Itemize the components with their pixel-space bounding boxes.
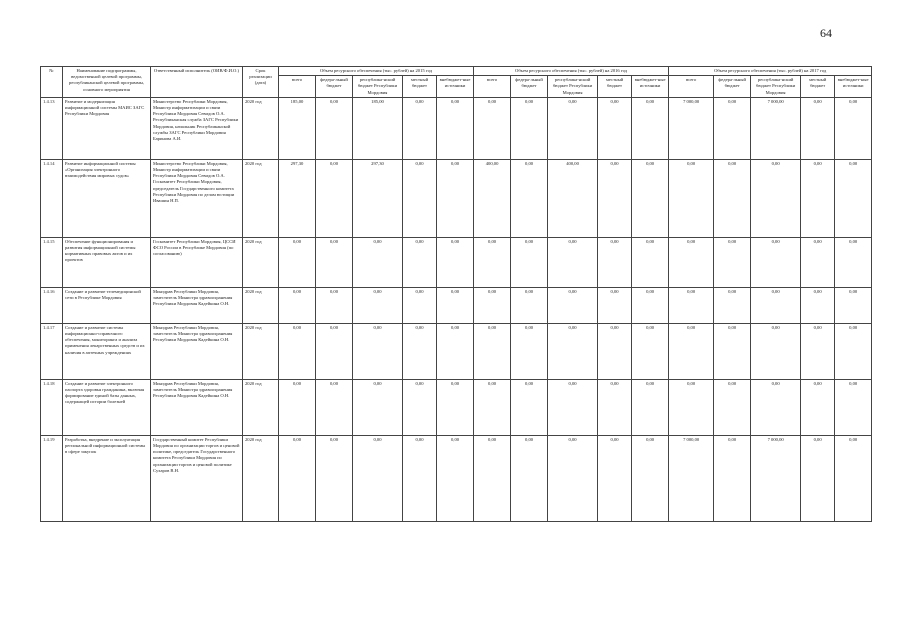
row-value: 0,00 — [669, 159, 714, 237]
row-executor: Госкомитет Республики Мордовия, ЦССИ ФСО России в Республике Мордовия (по согласованию) — [151, 237, 243, 287]
row-value: 0,00 — [801, 237, 835, 287]
header-term: Срок реализации (дата) — [243, 67, 279, 98]
row-value: 0,00 — [835, 323, 872, 379]
row-value: 0,00 — [316, 97, 353, 159]
row-executor: Государственный комитет Республики Мордовия по организации торгов и ценовой политике, председатель Государственного комитета Республики Мордовия по организации торгов и ценовой политике Сухаров В.Н. — [151, 435, 243, 521]
row-value: 0,00 — [474, 237, 511, 287]
row-value: 297,30 — [279, 159, 316, 237]
row-value: 0,00 — [511, 323, 548, 379]
row-executor: Министерство Республики Мордовия, Министр информатизации и связи Республики Мордовия Севидов О.А. Госкомитет Республики Мордовия, председатель Государственного комитета Республики Мордовия по делам юстиции Ивашин Н.П. — [151, 159, 243, 237]
row-value: 0,00 — [801, 323, 835, 379]
row-value: 0,00 — [835, 237, 872, 287]
subheader: внебюджет-ные источники — [632, 76, 669, 98]
row-value: 0,00 — [316, 287, 353, 323]
row-value: 0,00 — [437, 435, 474, 521]
row-value: 0,00 — [511, 159, 548, 237]
row-value: 0,00 — [835, 435, 872, 521]
row-value: 0,00 — [548, 435, 598, 521]
row-value: 0,00 — [548, 287, 598, 323]
row-value: 0,00 — [801, 159, 835, 237]
subheader: местный бюджет — [403, 76, 437, 98]
row-value: 7 000,00 — [669, 435, 714, 521]
table-row — [41, 323, 872, 379]
subheader: внебюджет-ные источники — [835, 76, 872, 98]
row-value: 7 000,00 — [669, 97, 714, 159]
row-value: 0,00 — [403, 237, 437, 287]
row-executor: Минздрав Республики Мордовия, заместитель Министра здравоохранения Республики Мордовия Кадейкина О.Н. — [151, 379, 243, 435]
row-value: 0,00 — [511, 435, 548, 521]
row-value: 0,00 — [801, 97, 835, 159]
subheader: всего — [669, 76, 714, 98]
row-value: 0,00 — [437, 159, 474, 237]
row-value: 0,00 — [669, 323, 714, 379]
row-value: 0,00 — [437, 287, 474, 323]
header-num: № — [41, 67, 63, 98]
row-executor: Министерство Республики Мордовия, Министр информатизации и связи Республики Мордовия Севидов О.А. Республиканская служба ЗАГС Республики Мордовия, начальник Республиканской службы ЗАГС Республики Мордовия Баринова А.И. — [151, 97, 243, 159]
row-num: 1.4.15 — [41, 237, 63, 287]
row-name: Создание и развитие электронного паспорта здоровья гражданина, включая формирование единой базы данных, содержащей истории болезней — [63, 379, 151, 435]
row-value: 0,00 — [437, 323, 474, 379]
subheader: местный бюджет — [598, 76, 632, 98]
row-value: 400,00 — [474, 159, 511, 237]
table-row — [41, 237, 872, 287]
subheader: всего — [279, 76, 316, 98]
subheader: республика-нский бюджет Республики Мордовия — [353, 76, 403, 98]
row-value: 0,00 — [714, 97, 751, 159]
row-value: 0,00 — [632, 159, 669, 237]
row-num: 1.4.17 — [41, 323, 63, 379]
row-executor: Минздрав Республики Мордовия, заместитель Министра здравоохранения Республики Мордовия Кадейкина О.Н. — [151, 323, 243, 379]
row-value: 0,00 — [353, 237, 403, 287]
row-value: 0,00 — [632, 287, 669, 323]
row-value: 0,00 — [751, 379, 801, 435]
row-num: 1.4.16 — [41, 287, 63, 323]
row-value: 0,00 — [353, 379, 403, 435]
row-value: 0,00 — [474, 435, 511, 521]
row-name: Разработка, внедрение и эксплуатация региональной информационной системы в сфере закупок — [63, 435, 151, 521]
row-value: 0,00 — [669, 287, 714, 323]
row-value: 0,00 — [403, 379, 437, 435]
row-value: 7 000,00 — [751, 435, 801, 521]
row-name: Развитие информационной системы «Организация электронного взаимодействия мировых судов» — [63, 159, 151, 237]
row-value: 0,00 — [751, 237, 801, 287]
row-value: 0,00 — [548, 379, 598, 435]
row-value: 0,00 — [316, 435, 353, 521]
row-value: 0,00 — [751, 323, 801, 379]
row-term: 2020 год — [243, 435, 279, 521]
row-value: 0,00 — [279, 379, 316, 435]
row-value: 0,00 — [548, 323, 598, 379]
row-value: 0,00 — [801, 435, 835, 521]
subheader: местный бюджет — [801, 76, 835, 98]
row-term: 2020 год — [243, 287, 279, 323]
subheader: федера-льный бюджет — [511, 76, 548, 98]
row-value: 0,00 — [403, 159, 437, 237]
row-value: 0,00 — [714, 287, 751, 323]
row-value: 0,00 — [279, 287, 316, 323]
subheader: республика-нский бюджет Республики Мордовия — [751, 76, 801, 98]
row-value: 0,00 — [835, 287, 872, 323]
row-value: 0,00 — [316, 323, 353, 379]
row-value: 0,00 — [316, 159, 353, 237]
row-value: 0,00 — [403, 435, 437, 521]
header-2015: Объем ресурсного обеспечения (тыс. рублей) на 2015 год — [279, 67, 474, 76]
subheader: федера-льный бюджет — [316, 76, 353, 98]
row-value: 0,00 — [714, 159, 751, 237]
row-value: 0,00 — [511, 97, 548, 159]
row-value: 0,00 — [835, 379, 872, 435]
header-name: Наименование подпрограммы, ведомственной целевой программы, республиканской целевой программы, основного мероприятия — [63, 67, 151, 98]
row-value: 0,00 — [598, 97, 632, 159]
header-exec: Ответственный исполнитель (ОИВ/Ф.И.О.) — [151, 67, 243, 98]
header-2016: Объем ресурсного обеспечения (тыс. рублей) на 2016 год — [474, 67, 669, 76]
table-row — [41, 97, 872, 159]
row-value: 0,00 — [279, 435, 316, 521]
row-value: 0,00 — [316, 237, 353, 287]
row-value: 0,00 — [598, 287, 632, 323]
row-executor: Минздрав Республики Мордовия, заместитель Министра здравоохранения Республики Мордовия Кадейкина О.Н. — [151, 287, 243, 323]
resource-table — [40, 66, 872, 522]
row-term: 2020 год — [243, 237, 279, 287]
row-value: 0,00 — [598, 379, 632, 435]
row-value: 0,00 — [548, 97, 598, 159]
row-value: 0,00 — [403, 323, 437, 379]
row-num: 1.4.18 — [41, 379, 63, 435]
row-value: 0,00 — [669, 379, 714, 435]
row-num: 1.4.13 — [41, 97, 63, 159]
row-value: 0,00 — [316, 379, 353, 435]
row-value: 0,00 — [598, 435, 632, 521]
row-value: 0,00 — [751, 159, 801, 237]
row-value: 0,00 — [403, 287, 437, 323]
row-value: 0,00 — [437, 379, 474, 435]
row-value: 0,00 — [751, 287, 801, 323]
row-value: 0,00 — [279, 237, 316, 287]
row-value: 0,00 — [632, 237, 669, 287]
row-value: 185,00 — [353, 97, 403, 159]
row-name: Обеспечение функционирования и развития информационной системы нормативных правовых актов и их проектов — [63, 237, 151, 287]
row-value: 185,00 — [279, 97, 316, 159]
row-value: 0,00 — [474, 97, 511, 159]
table-row — [41, 435, 872, 521]
subheader: всего — [474, 76, 511, 98]
row-value: 0,00 — [511, 379, 548, 435]
row-value: 0,00 — [835, 159, 872, 237]
row-value: 0,00 — [714, 435, 751, 521]
row-value: 0,00 — [632, 323, 669, 379]
table-row — [41, 287, 872, 323]
row-value: 0,00 — [598, 237, 632, 287]
row-value: 0,00 — [598, 159, 632, 237]
row-value: 0,00 — [548, 237, 598, 287]
row-num: 1.4.14 — [41, 159, 63, 237]
row-name: Развитие и модернизация информационной системы МАИС ЗАГС Республики Мордовия — [63, 97, 151, 159]
row-name: Создание и развитие телемедицинской сети в Республике Мордовия — [63, 287, 151, 323]
table-row — [41, 379, 872, 435]
row-value: 400,00 — [548, 159, 598, 237]
row-value: 0,00 — [632, 97, 669, 159]
row-term: 2020 год — [243, 159, 279, 237]
row-term: 2020 год — [243, 323, 279, 379]
row-value: 0,00 — [714, 379, 751, 435]
subheader: федера-льный бюджет — [714, 76, 751, 98]
row-value: 0,00 — [353, 287, 403, 323]
row-value: 0,00 — [403, 97, 437, 159]
row-value: 0,00 — [835, 97, 872, 159]
row-value: 0,00 — [474, 323, 511, 379]
row-value: 0,00 — [437, 237, 474, 287]
row-term: 2020 год — [243, 97, 279, 159]
row-value: 0,00 — [474, 287, 511, 323]
row-value: 0,00 — [353, 435, 403, 521]
row-term: 2020 год — [243, 379, 279, 435]
page-number: 64 — [820, 26, 832, 40]
row-value: 0,00 — [632, 435, 669, 521]
header-2017: Объем ресурсного обеспечения (тыс. рублей) на 2017 год — [669, 67, 872, 76]
row-value: 297,30 — [353, 159, 403, 237]
row-value: 0,00 — [669, 237, 714, 287]
row-value: 0,00 — [474, 379, 511, 435]
row-value: 0,00 — [279, 323, 316, 379]
row-name: Создание и развитие системы информационно-справочного обеспечения, мониторинга и анализа применения лекарственных средств и их наличия в аптечных учреждениях — [63, 323, 151, 379]
subheader: внебюджет-ные источники — [437, 76, 474, 98]
row-value: 0,00 — [714, 237, 751, 287]
row-value: 7 000,00 — [751, 97, 801, 159]
row-value: 0,00 — [714, 323, 751, 379]
subheader: республика-нский бюджет Республики Мордовия — [548, 76, 598, 98]
table-row — [41, 159, 872, 237]
row-value: 0,00 — [598, 323, 632, 379]
row-value: 0,00 — [511, 237, 548, 287]
row-value: 0,00 — [353, 323, 403, 379]
row-value: 0,00 — [632, 379, 669, 435]
row-value: 0,00 — [437, 97, 474, 159]
row-value: 0,00 — [511, 287, 548, 323]
row-value: 0,00 — [801, 379, 835, 435]
row-value: 0,00 — [801, 287, 835, 323]
row-num: 1.4.19 — [41, 435, 63, 521]
